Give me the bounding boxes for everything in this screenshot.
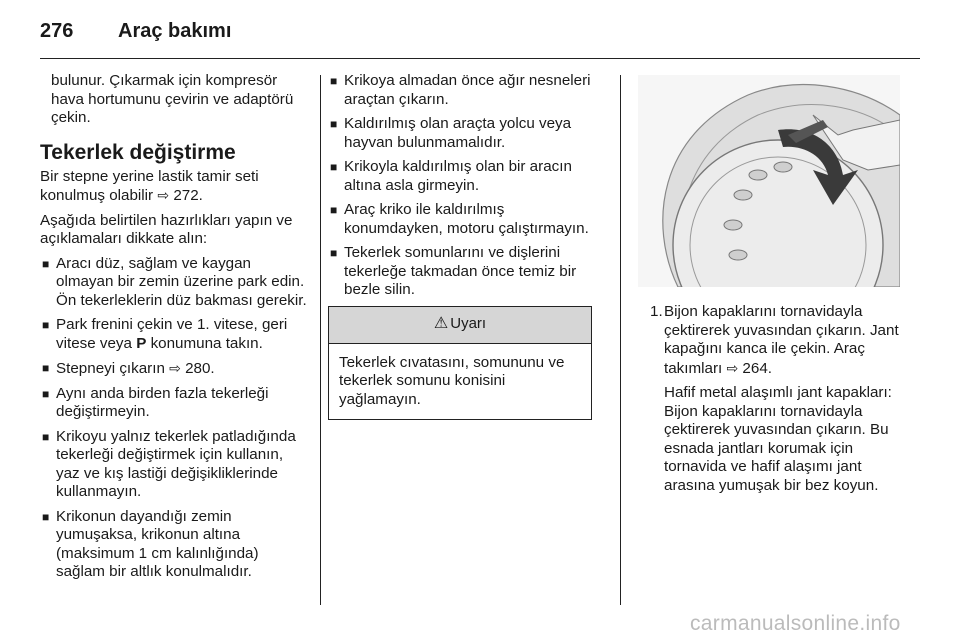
bullet-item: ■ Araç kriko ile kaldırılmış konumdayken, motoru çalıştırmayın. — [330, 201, 589, 237]
cover-slot — [749, 170, 767, 180]
bullet-item: ■ Krikoyla kaldırılmış olan bir aracın altına asla girmeyin. — [330, 158, 572, 194]
watermark-text: carmanualsonline.info — [690, 612, 901, 635]
preparation-paragraph: Aşağıda belirtilen hazırlıkları yapın ve açıklamaları dikkate alın: — [40, 211, 293, 247]
column-divider — [320, 75, 321, 605]
page-reference[interactable]: 264. — [742, 359, 772, 377]
bullet-square-icon: ■ — [42, 386, 50, 401]
continued-text-line: bulunur. Çıkarmak için kompresör — [51, 72, 278, 89]
cover-slot — [729, 250, 747, 260]
bullet-item: ■ Krikoya almadan önce ağır nesneleri araçtan çıkarın. — [330, 72, 591, 108]
bullet-item: ■ Krikonun dayandığı zemin yumuşaksa, krikonun altına (maksimum 1 cm kalınlığında) sağlam bir altlık konulmalıdır. — [42, 507, 259, 580]
column-middle — [328, 72, 606, 420]
page-ref-arrow-icon: ⇨ — [726, 359, 739, 376]
page-ref-arrow-icon: ⇨ — [157, 187, 170, 203]
page-header — [40, 14, 920, 54]
warning-text: Tekerlek cıvatasını, somununu ve tekerlek somunu konisini yağlamayın. — [339, 353, 565, 408]
page-number: 276 — [40, 20, 74, 42]
continued-text-line: hava hortumunu çevirin ve adaptörü — [51, 90, 294, 108]
step-item: 1. Bijon kapaklarını tornavidayla çektirerek yuvasından çıkarın. Jant kapağını kanca ile çekin. Araç takımları ⇨ 264. — [650, 303, 899, 377]
warning-box — [328, 306, 592, 421]
section-heading: Tekerlek değiştirme — [40, 140, 236, 164]
bullet-item: ■ Stepneyi çıkarın ⇨ 280. — [42, 360, 215, 377]
warning-header — [329, 307, 591, 344]
cover-slot — [774, 162, 792, 172]
bullet-item: ■ Krikoyu yalnız tekerlek patladığında tekerleği değiştirmek için kullanın, yaz ve kış lastiği değişikliklerinde kullanmayın. — [42, 427, 296, 500]
continued-text-line: çekin. — [51, 109, 91, 126]
bullet-square-icon: ■ — [330, 203, 338, 217]
bullet-square-icon: ■ — [330, 160, 338, 174]
intro-paragraph: Bir stepne yerine lastik tamir seti konulmuş olabilir ⇨ 272. — [40, 167, 259, 204]
bullet-square-icon: ■ — [330, 74, 338, 88]
page-reference[interactable]: 272. — [173, 187, 203, 204]
page-reference[interactable]: 280. — [185, 360, 215, 377]
bullet-item: ■ Kaldırılmış olan araçta yolcu veya hayvan bulunmamalıdır. — [330, 115, 572, 151]
bullet-square-icon: ■ — [42, 318, 50, 332]
page-title: Araç bakımı — [118, 20, 232, 42]
wheel-cover-removal-illustration — [638, 75, 900, 287]
bullet-square-icon: ■ — [42, 429, 50, 444]
step-subnote: Hafif metal alaşımlı jant kapakları: Bijon kapaklarını tornavidayla çektirerek yuvasından çıkarın. Bu esnada jantları korumak için tornavida ve hafif alaşımı jant arasına yumuşak bir bez koyun. — [664, 384, 892, 494]
warning-triangle-icon: ⚠ — [433, 315, 449, 333]
page-ref-arrow-icon: ⇨ — [169, 360, 181, 376]
column-left — [40, 72, 310, 588]
step-number: 1. — [650, 303, 663, 320]
gear-position-label: P — [136, 334, 147, 352]
cover-slot — [734, 190, 752, 200]
cover-slot — [724, 220, 742, 230]
bullet-square-icon: ■ — [42, 256, 50, 271]
bullet-square-icon: ■ — [330, 117, 338, 131]
bullet-item: ■ Aynı anda birden fazla tekerleği değiştirmeyin. — [42, 384, 269, 420]
warning-title: Uyarı — [450, 315, 487, 333]
bullet-item: ■ Aracı düz, sağlam ve kaygan olmayan bir zemin üzerine park edin. Ön tekerleklerin düz bakması gerekir. — [42, 254, 307, 309]
header-divider — [40, 58, 920, 59]
bullet-square-icon: ■ — [330, 246, 338, 260]
bullet-square-icon: ■ — [42, 361, 50, 375]
column-divider — [620, 75, 621, 605]
bullet-item: ■ Park frenini çekin ve 1. vitese, geri vitese veya P konumuna takın. — [42, 316, 288, 352]
bullet-item: ■ Tekerlek somunlarını ve dişlerini tekerleğe takmadan önce temiz bir bezle silin. — [330, 244, 577, 298]
bullet-square-icon: ■ — [42, 509, 50, 524]
instruction-steps — [650, 303, 912, 495]
